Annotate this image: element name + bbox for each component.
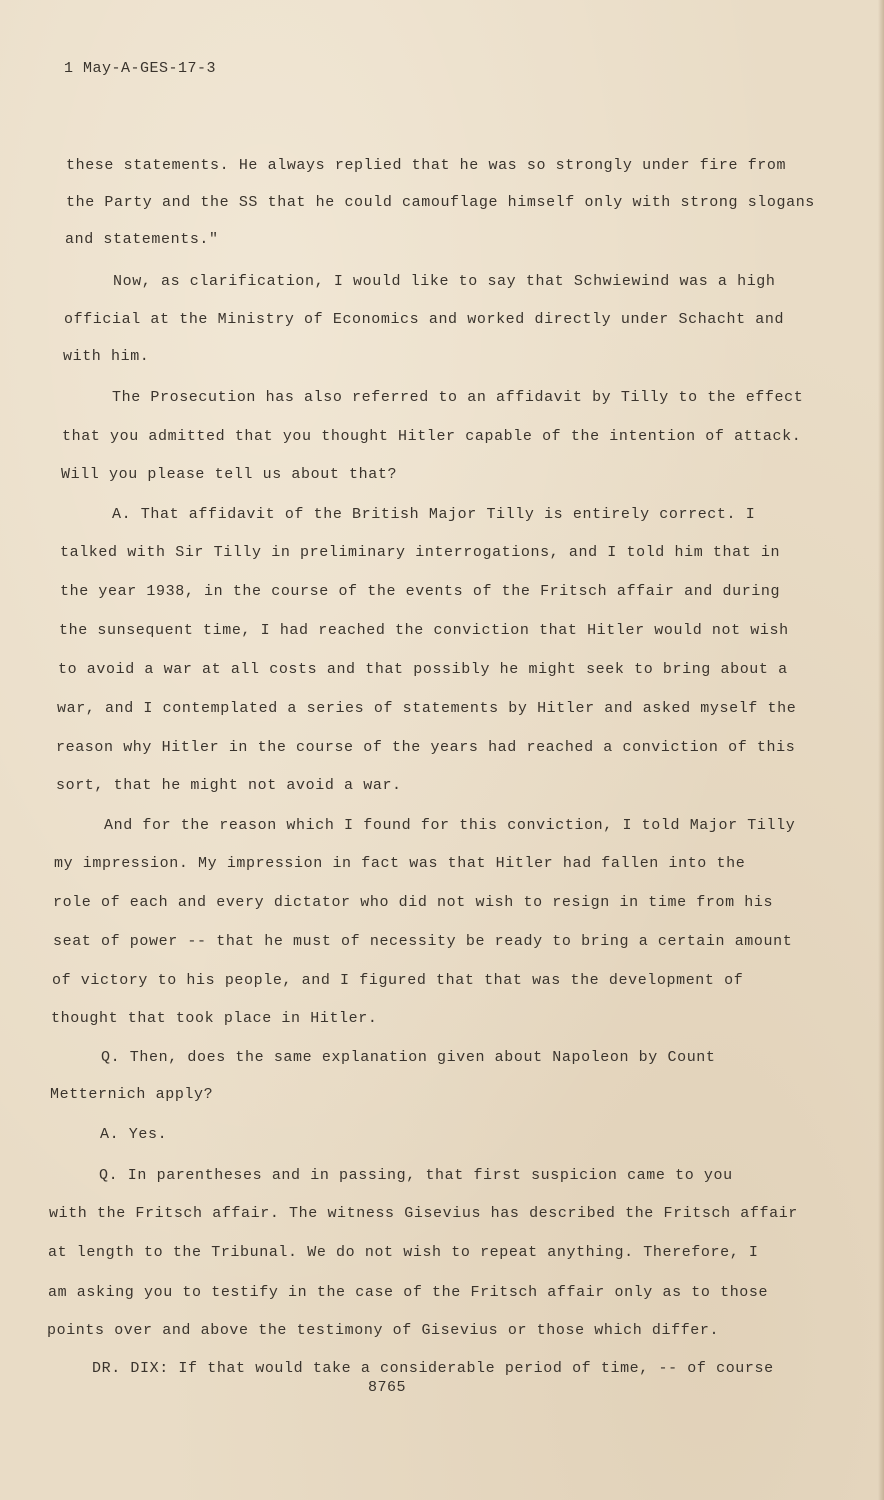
body-line: Will you please tell us about that?: [61, 466, 398, 483]
body-line: Metternich apply?: [50, 1086, 214, 1103]
body-line: with him.: [63, 348, 150, 365]
body-line: war, and I contemplated a series of statements by Hitler and asked myself the: [57, 700, 797, 717]
page-edge-shadow: [878, 0, 884, 1500]
body-line: to avoid a war at all costs and that possibly he might seek to bring about a: [58, 661, 788, 678]
body-line: my impression. My impression in fact was that Hitler had fallen into the: [54, 855, 746, 872]
body-line: points over and above the testimony of Gisevius or those which differ.: [47, 1322, 720, 1339]
body-line: Q. In parentheses and in passing, that first suspicion came to you: [99, 1167, 733, 1184]
body-line: Now, as clarification, I would like to say that Schwiewind was a high: [113, 273, 776, 290]
body-line: sort, that he might not avoid a war.: [56, 777, 402, 794]
body-line: thought that took place in Hitler.: [51, 1010, 378, 1027]
body-line: official at the Ministry of Economics and worked directly under Schacht and: [64, 311, 785, 328]
body-line: The Prosecution has also referred to an affidavit by Tilly to the effect: [112, 389, 804, 406]
body-line: the sunsequent time, I had reached the conviction that Hitler would not wish: [59, 622, 789, 639]
body-line: that you admitted that you thought Hitler capable of the intention of attack.: [62, 428, 802, 445]
body-line: A. Yes.: [100, 1126, 168, 1143]
body-line: and statements.": [65, 231, 219, 248]
body-line: seat of power -- that he must of necessity be ready to bring a certain amount: [53, 933, 793, 950]
document-reference: 1 May-A-GES-17-3: [64, 60, 217, 77]
body-line: And for the reason which I found for this conviction, I told Major Tilly: [104, 817, 796, 834]
body-line: the Party and the SS that he could camouflage himself only with strong slogans: [66, 194, 815, 211]
body-line: the year 1938, in the course of the events of the Fritsch affair and during: [60, 583, 781, 600]
page-number: 8765: [368, 1379, 407, 1396]
body-line: reason why Hitler in the course of the years had reached a conviction of this: [56, 739, 796, 756]
body-line: A. That affidavit of the British Major Tilly is entirely correct. I: [112, 506, 756, 523]
body-line: DR. DIX: If that would take a considerable period of time, -- of course: [92, 1360, 774, 1377]
body-line: these statements. He always replied that he was so strongly under fire from: [66, 157, 787, 174]
body-line: with the Fritsch affair. The witness Gisevius has described the Fritsch affair: [49, 1205, 798, 1222]
body-line: role of each and every dictator who did not wish to resign in time from his: [53, 894, 774, 911]
body-line: of victory to his people, and I figured that that was the development of: [52, 972, 744, 989]
body-line: Q. Then, does the same explanation given about Napoleon by Count: [101, 1049, 716, 1066]
body-line: am asking you to testify in the case of the Fritsch affair only as to those: [48, 1284, 769, 1301]
body-line: talked with Sir Tilly in preliminary interrogations, and I told him that in: [60, 544, 781, 561]
body-line: at length to the Tribunal. We do not wish to repeat anything. Therefore, I: [48, 1244, 759, 1261]
